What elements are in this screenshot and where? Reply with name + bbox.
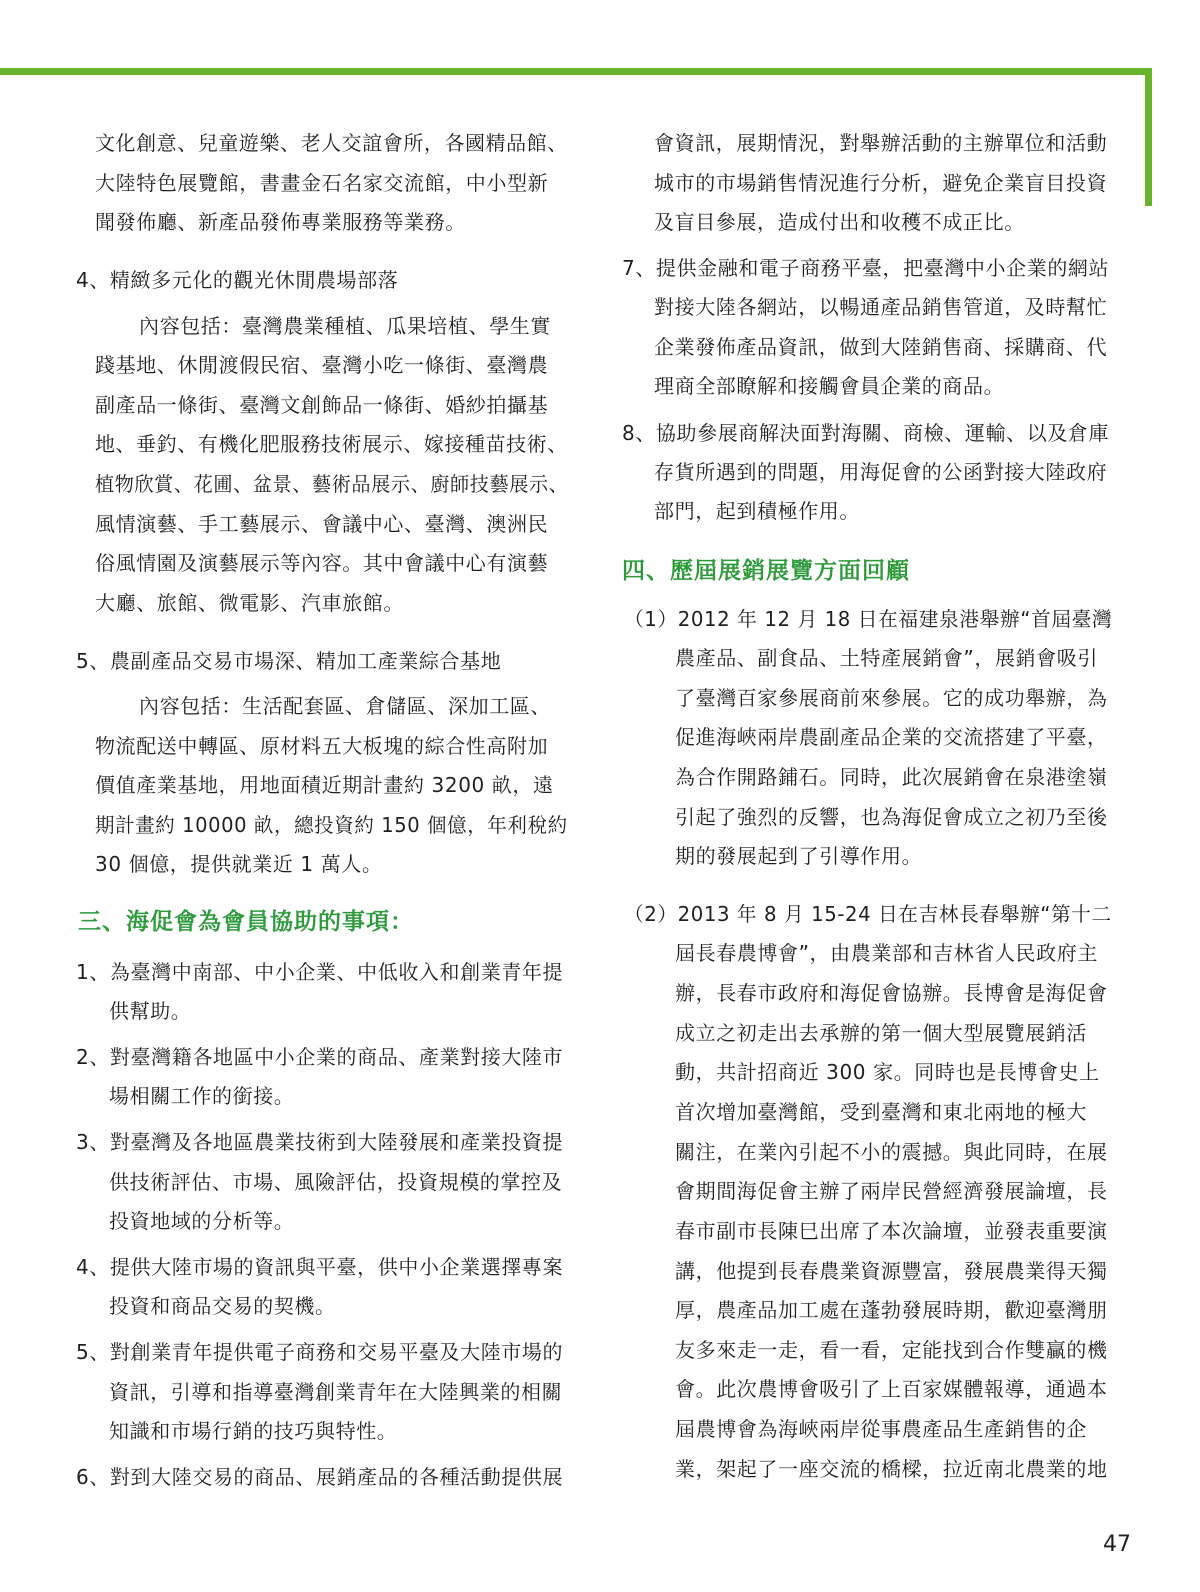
text-line: 30 個億，提供就業近 1 萬人。 — [95, 852, 383, 876]
list-item-cont: 及盲目參展，造成付出和收穫不成正比。 — [654, 210, 1025, 234]
list-item-cont: 知識和市場行銷的技巧與特性。 — [109, 1419, 398, 1443]
text-line: 價值產業基地，用地面積近期計畫約 3200 畝，遠 — [95, 773, 554, 797]
text-line: 內容包括：臺灣農業種植、瓜果培植、學生實 — [139, 314, 551, 338]
text-line: 大陸特色展覽館，書畫金石名家交流館，中小型新 — [95, 171, 549, 195]
list-item-cont: 會資訊，展期情況，對舉辦活動的主辦單位和活動 — [654, 131, 1108, 155]
review-item-cont: 引起了強烈的反響，也為海促會成立之初乃至後 — [675, 805, 1108, 829]
review-item-cont: 了臺灣百家參展商前來參展。它的成功舉辦，為 — [675, 686, 1108, 710]
review-item: （2）2013 年 8 月 15-24 日在吉林長春舉辦“第十二 — [624, 902, 1112, 926]
list-item-cont: 供技術評估、市場、風險評估，投資規模的掌控及 — [109, 1170, 563, 1194]
review-item-cont: 首次增加臺灣館，受到臺灣和東北兩地的極大 — [675, 1100, 1087, 1124]
review-item-cont: 屆長春農博會”，由農業部和吉林省人民政府主 — [675, 941, 1098, 965]
review-item-cont: 成立之初走出去承辦的第一個大型展覽展銷活 — [675, 1021, 1087, 1045]
list-item-cont: 部門，起到積極作用。 — [654, 499, 860, 523]
list-item-cont: 對接大陸各網站，以暢通產品銷售管道，及時幫忙 — [654, 295, 1108, 319]
page-number: 47 — [1103, 1532, 1131, 1557]
review-item-cont: 會。此次農博會吸引了上百家媒體報導，通過本 — [675, 1377, 1108, 1401]
list-item-cont: 場相關工作的銜接。 — [109, 1084, 295, 1108]
text-line: 風情演藝、手工藝展示、會議中心、臺灣、澳洲民 — [95, 512, 549, 536]
text-line: 副產品一條街、臺灣文創飾品一條街、婚紗拍攝基 — [95, 393, 549, 417]
review-item-cont: 厚，農產品加工處在蓬勃發展時期，歡迎臺灣朋 — [675, 1298, 1108, 1322]
top-accent-bar — [0, 68, 1146, 75]
text-line: 踐基地、休閒渡假民宿、臺灣小吃一條街、臺灣農 — [95, 353, 549, 377]
text-line: 期計畫約 10000 畝，總投資約 150 個億，年利稅約 — [95, 813, 568, 837]
text-line: 文化創意、兒童遊樂、老人交誼會所，各國精品館、 — [95, 131, 568, 155]
review-item-cont: 屆農博會為海峽兩岸從事農產品生產銷售的企 — [675, 1417, 1087, 1441]
list-item: 8、協助參展商解決面對海關、商檢、運輸、以及倉庫 — [622, 421, 1110, 445]
list-item-cont: 理商全部瞭解和接觸會員企業的商品。 — [654, 374, 1005, 398]
text-line: 物流配送中轉區、原材料五大板塊的綜合性高附加 — [95, 734, 549, 758]
review-item-cont: 動，共計招商近 300 家。同時也是長博會史上 — [675, 1060, 1100, 1084]
item-title: 4、精緻多元化的觀光休閒農場部落 — [76, 268, 399, 292]
list-item-cont: 存貨所遇到的問題，用海促會的公函對接大陸政府 — [654, 460, 1108, 484]
review-item-cont: 講，他提到長春農業資源豐富，發展農業得天獨 — [675, 1259, 1108, 1283]
section-heading-4: 四、歷屆展銷展覽方面回顧 — [622, 558, 910, 584]
review-item-cont: 辦，長春市政府和海促會協辦。長博會是海促會 — [675, 981, 1108, 1005]
review-item-cont: 友多來走一走，看一看，定能找到合作雙贏的機 — [675, 1338, 1108, 1362]
review-item-cont: 為合作開路鋪石。同時，此次展銷會在泉港塗嶺 — [675, 765, 1108, 789]
list-item-cont: 企業發佈產品資訊，做到大陸銷售商、採購商、代 — [654, 335, 1108, 359]
text-line: 植物欣賞、花圃、盆景、藝術品展示、廚師技藝展示、 — [95, 472, 569, 496]
list-item: 6、對到大陸交易的商品、展銷產品的各種活動提供展 — [76, 1465, 564, 1489]
list-item: 7、提供金融和電子商務平臺，把臺灣中小企業的網站 — [622, 256, 1110, 280]
review-item-cont: 春市副市長陳巳出席了本次論壇，並發表重要演 — [675, 1219, 1108, 1243]
list-item: 1、為臺灣中南部、中小企業、中低收入和創業青年提 — [76, 960, 564, 984]
list-item-cont: 供幫助。 — [109, 999, 192, 1023]
review-item: （1）2012 年 12 月 18 日在福建泉港舉辦“首屆臺灣 — [624, 607, 1113, 631]
list-item-cont: 投資和商品交易的契機。 — [109, 1294, 336, 1318]
item-title: 5、農副產品交易市場深、精加工產業綜合基地 — [76, 649, 502, 673]
review-item-cont: 促進海峽兩岸農副產品企業的交流搭建了平臺， — [675, 725, 1108, 749]
review-item-cont: 農產品、副食品、土特產展銷會”，展銷會吸引 — [675, 646, 1098, 670]
list-item: 2、對臺灣籍各地區中小企業的商品、產業對接大陸市 — [76, 1045, 564, 1069]
review-item-cont: 期的發展起到了引導作用。 — [675, 844, 923, 868]
list-item: 4、提供大陸市場的資訊與平臺，供中小企業選擇專案 — [76, 1255, 564, 1279]
text-line: 聞發佈廳、新產品發佈專業服務等業務。 — [95, 210, 466, 234]
review-item-cont: 關注，在業內引起不小的震撼。與此同時，在展 — [675, 1140, 1108, 1164]
review-item-cont: 業，架起了一座交流的橋樑，拉近南北農業的地 — [675, 1457, 1108, 1481]
list-item: 3、對臺灣及各地區農業技術到大陸發展和產業投資提 — [76, 1130, 564, 1154]
section-heading-3: 三、海促會為會員協助的事項： — [78, 909, 414, 935]
side-accent-bar — [1145, 68, 1152, 206]
review-item-cont: 會期間海促會主辦了兩岸民營經濟發展論壇，長 — [675, 1179, 1108, 1203]
text-line: 俗風情園及演藝展示等內容。其中會議中心有演藝 — [95, 551, 549, 575]
list-item-cont: 城市的市場銷售情況進行分析，避免企業盲目投資 — [654, 171, 1108, 195]
text-line: 大廳、旅館、微電影、汽車旅館。 — [95, 591, 404, 615]
text-line: 內容包括：生活配套區、倉儲區、深加工區、 — [139, 694, 551, 718]
list-item-cont: 資訊，引導和指導臺灣創業青年在大陸興業的相關 — [109, 1380, 563, 1404]
list-item-cont: 投資地域的分析等。 — [109, 1209, 295, 1233]
text-line: 地、垂釣、有機化肥服務技術展示、嫁接種苗技術、 — [95, 432, 568, 456]
list-item: 5、對創業青年提供電子商務和交易平臺及大陸市場的 — [76, 1340, 564, 1364]
